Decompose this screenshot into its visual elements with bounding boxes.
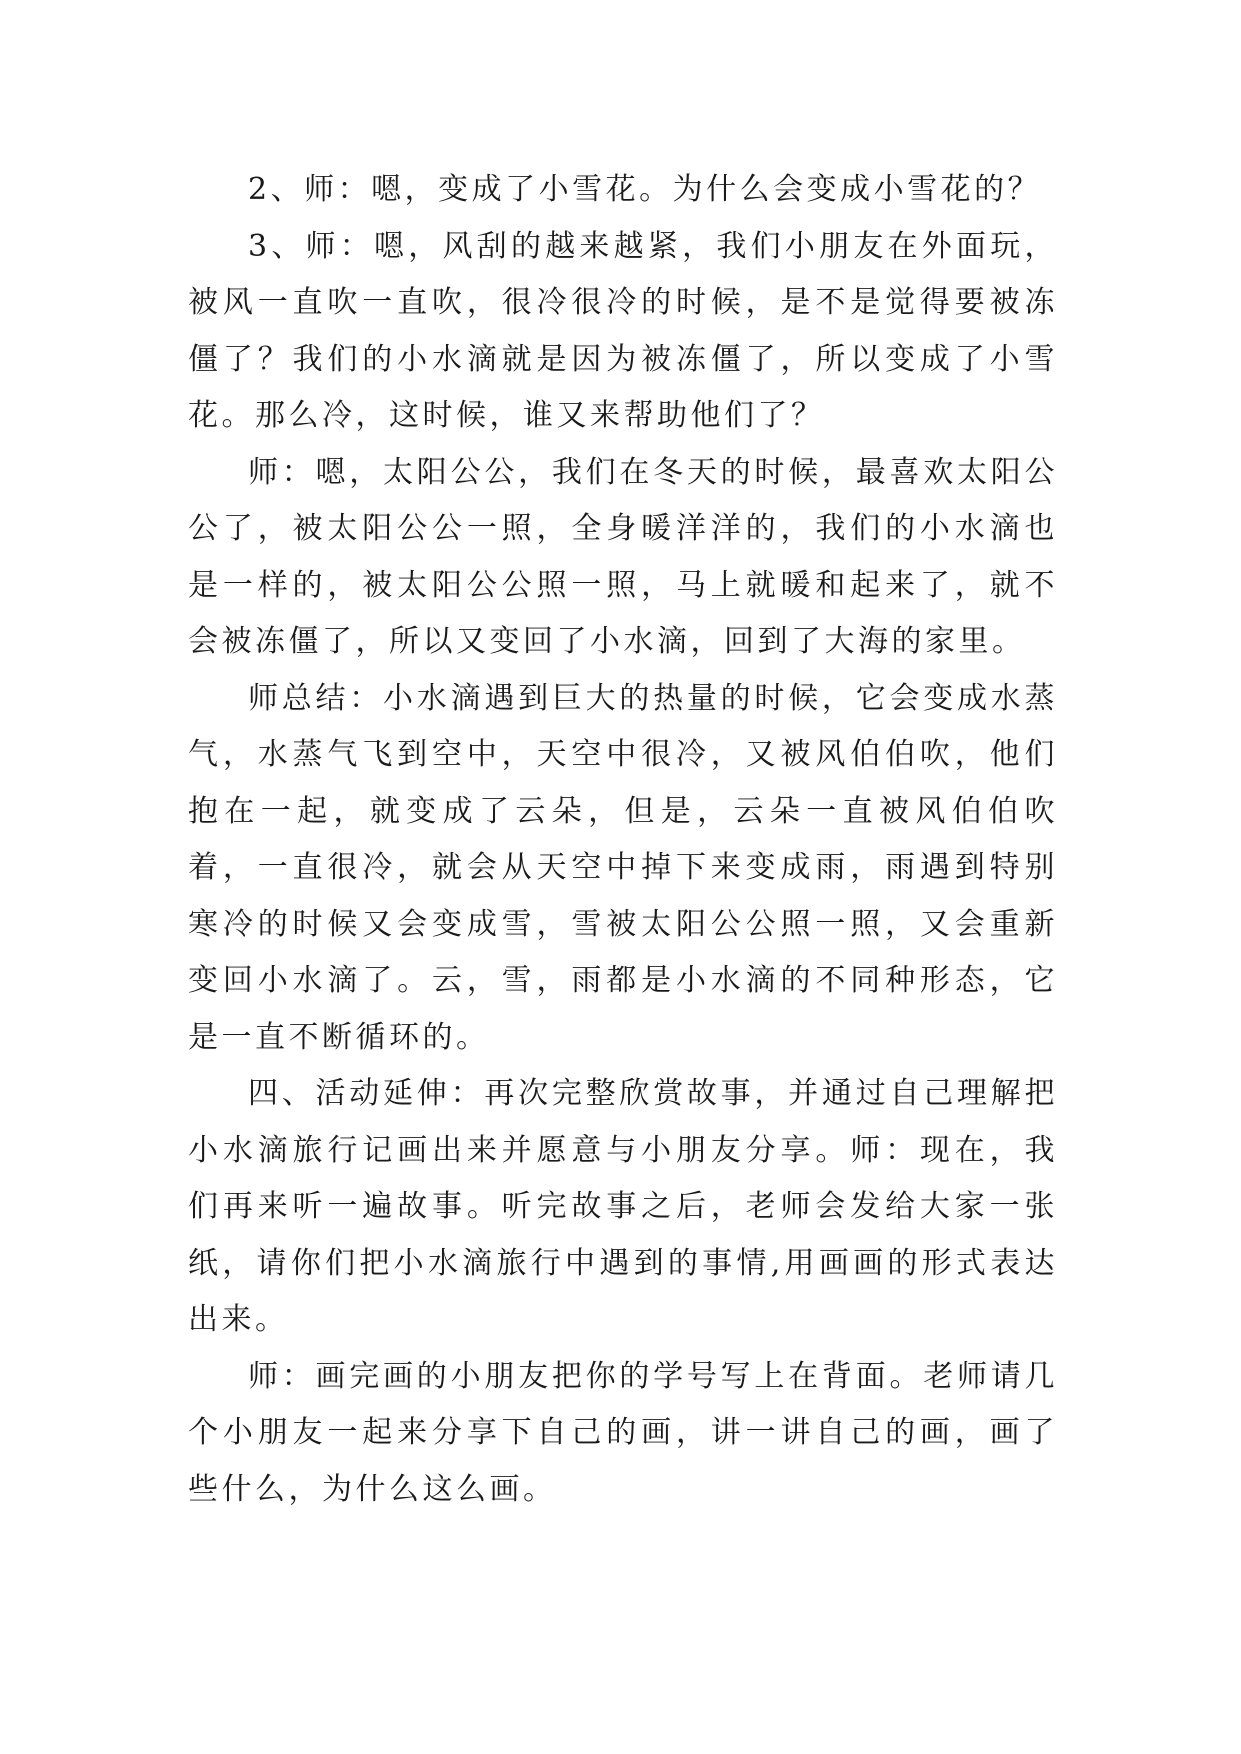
document-body [188,162,1058,1518]
paragraph-2: 3、师：嗯，风刮的越来越紧，我们小朋友在外面玩，被风一直吹一直吹，很冷很冷的时候，是不是觉得要被冻僵了？我们的小水滴就是因为被冻僵了，所以变成了小雪花。那么冷，这时候，谁又来帮助他们了？ [188,228,1058,433]
paragraph-6: 师：画完画的小朋友把你的学号写上在背面。老师请几个小朋友一起来分享下自己的画，讲一讲自己的画，画了些什么，为什么这么画。 [188,1358,1058,1507]
paragraph-5: 四、活动延伸：再次完整欣赏故事，并通过自己理解把小水滴旅行记画出来并愿意与小朋友分享。师：现在，我们再来听一遍故事。听完故事之后，老师会发给大家一张纸，请你们把小水滴旅行中遇到的事情,用画画的形式表达出来。 [188,1076,1058,1337]
paragraph-1: 2、师：嗯，变成了小雪花。为什么会变成小雪花的？ [248,172,1042,207]
paragraph-4: 师总结：小水滴遇到巨大的热量的时候，它会变成水蒸气，水蒸气飞到空中，天空中很冷，又被风伯伯吹，他们抱在一起，就变成了云朵，但是，云朵一直被风伯伯吹着，一直很冷，就会从天空中掉下来变成雨，雨遇到特别寒冷的时候又会变成雪，雪被太阳公公照一照，又会重新变回小水滴了。云，雪，雨都是小水滴的不同种形态，它是一直不断循环的。 [188,680,1058,1055]
paragraph-3: 师：嗯，太阳公公，我们在冬天的时候，最喜欢太阳公公了，被太阳公公一照，全身暖洋洋的，我们的小水滴也是一样的，被太阳公公照一照，马上就暖和起来了，就不会被冻僵了，所以又变回了小水滴，回到了大海的家里。 [188,454,1058,659]
